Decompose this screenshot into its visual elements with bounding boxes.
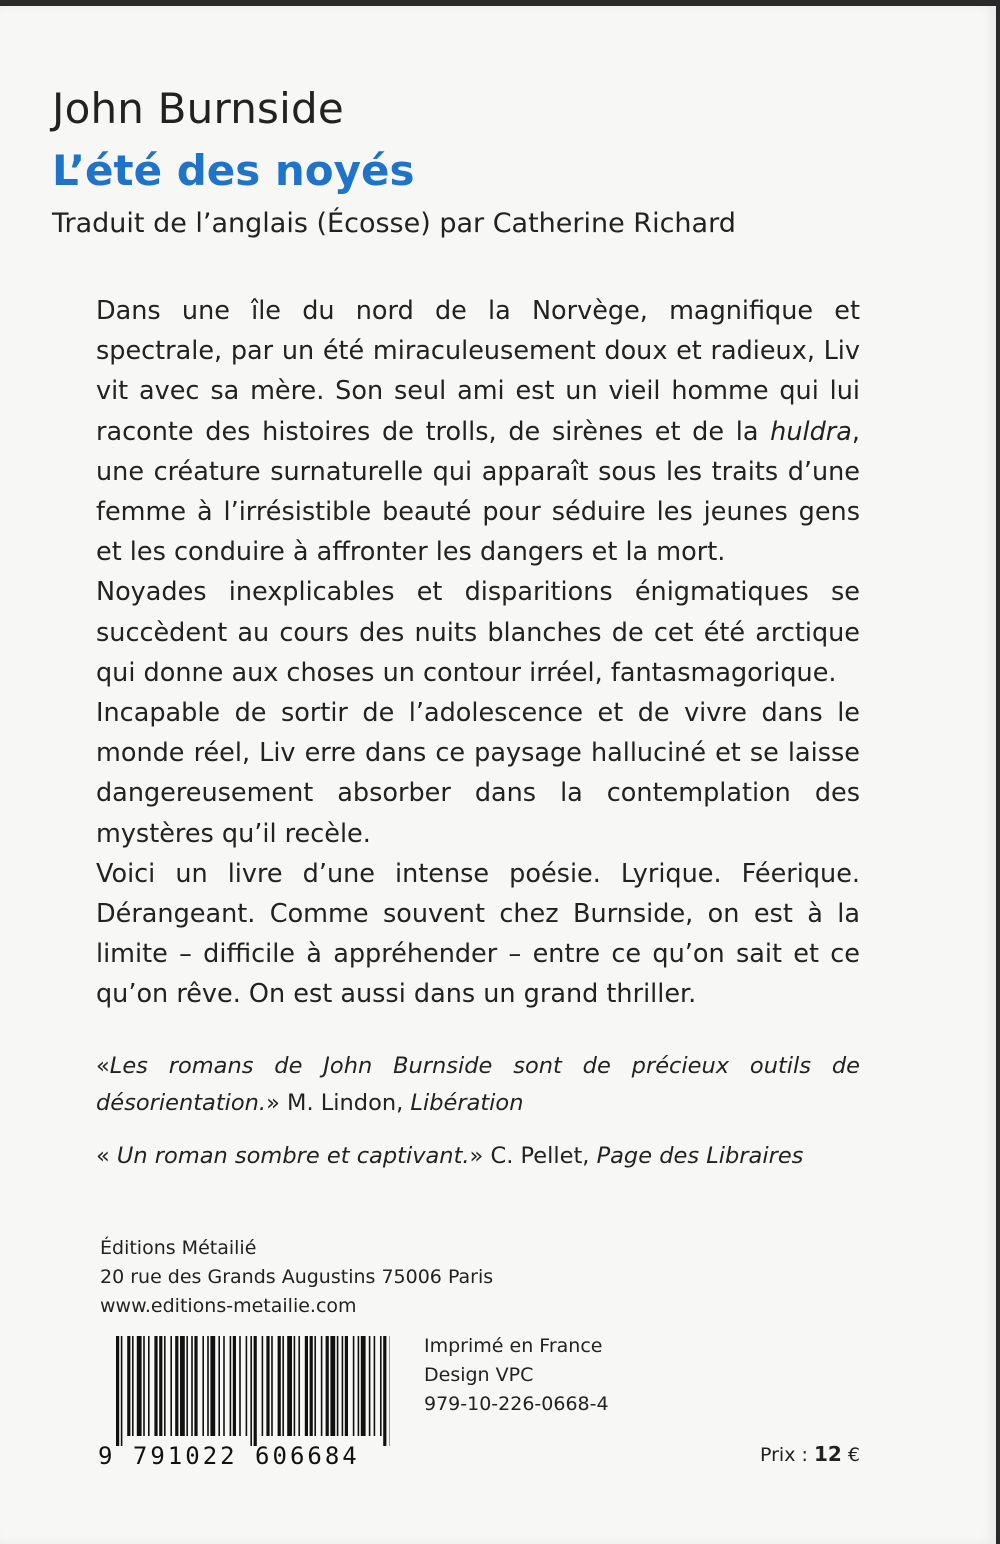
barcode-bar xyxy=(310,1336,313,1436)
blurb-paragraph-1: Dans une île du nord de la Norvège, magnifique et spectrale, par un été miraculeusement doux et radieux, Liv vit avec sa mère. Son seul ami est un vieil homme qui lui raconte des histoires de trolls, de sirènes et de la huldra, une créature surnaturelle qui apparaît sous les traits d’une femme à l’irrésistible beauté pour séduire les jeunes gens et les conduire à affronter les dangers et la mort. xyxy=(96,296,860,568)
barcode-bar xyxy=(383,1336,386,1446)
barcode-bar xyxy=(233,1336,236,1436)
blurb-paragraph-2: Noyades inexplicables et disparitions énigmatiques se succèdent au cours des nuits blanches de cet été arctique qui donne aux choses un contour irréel, fantasmagorique. xyxy=(96,577,860,688)
barcode-bar xyxy=(180,1336,185,1436)
blurb-paragraph-4: Voici un livre d’une intense poésie. Lyrique. Féerique. Dérangeant. Comme souvent chez Burnside, on est à la limite – difficile à appréhender – entre ce qu’on sait et ce qu’on rêve. On est aussi dans un grand thriller. xyxy=(96,858,860,1010)
barcode-bar xyxy=(342,1336,344,1436)
barcode-bar xyxy=(298,1336,300,1436)
barcode-bar xyxy=(148,1336,150,1436)
price: Prix : 12 € xyxy=(760,1442,860,1466)
barcode-bar xyxy=(202,1336,204,1436)
barcode-number: 9 791022 606684 xyxy=(98,1442,360,1470)
barcode-bar xyxy=(154,1336,157,1436)
press-quote-1: «Les romans de John Burnside sont de précieux outils de désorientation.» M. Lindon, Libération xyxy=(96,1053,860,1116)
barcode-bar xyxy=(361,1336,366,1436)
barcode-bar xyxy=(369,1336,371,1436)
barcode-bar xyxy=(164,1336,166,1436)
barcode-bar xyxy=(282,1336,284,1436)
barcode-bar xyxy=(116,1336,119,1446)
blurb-paragraph-3: Incapable de sortir de l’adolescence et de vivre dans le monde réel, Liv erre dans ce paysage halluciné et se laisse dangereusement absorber dans la contemplation des mystères qu’il recèle. xyxy=(96,698,860,849)
publisher-website: www.editions-metailie.com xyxy=(100,1295,357,1317)
author-name: John Burnside xyxy=(52,84,344,133)
barcode-bar xyxy=(326,1336,329,1436)
barcode-bar xyxy=(210,1336,215,1436)
barcode-bar xyxy=(194,1336,197,1436)
printed-in: Imprimé en France xyxy=(424,1335,603,1357)
barcode-bar xyxy=(127,1336,130,1436)
design-credit: Design VPC xyxy=(424,1364,534,1386)
barcode-bar xyxy=(345,1336,348,1436)
print-info xyxy=(424,1332,609,1419)
barcode-bar xyxy=(266,1336,269,1436)
barcode-bar xyxy=(121,1336,123,1446)
barcode-bar xyxy=(353,1336,355,1436)
publisher-address: 20 rue des Grands Augustins 75006 Paris xyxy=(100,1266,494,1288)
barcode-bar xyxy=(254,1336,257,1446)
barcode-bar xyxy=(358,1336,360,1436)
barcode-bar xyxy=(223,1336,225,1436)
barcode-bar xyxy=(294,1336,296,1436)
blurb xyxy=(96,291,860,1015)
barcode-bar xyxy=(314,1336,316,1436)
publisher-block xyxy=(100,1234,493,1321)
barcode-bar xyxy=(374,1336,376,1436)
barcode-bar xyxy=(170,1336,172,1436)
barcode-bar xyxy=(246,1336,248,1436)
barcode-bar xyxy=(380,1336,382,1436)
barcode-bar xyxy=(186,1336,188,1436)
barcode-bar xyxy=(230,1336,232,1436)
barcode-bar xyxy=(287,1336,292,1436)
barcode-bar xyxy=(337,1336,339,1436)
barcode xyxy=(116,1336,390,1446)
translation-credit: Traduit de l’anglais (Écosse) par Catherine Richard xyxy=(52,208,736,239)
barcode-bar xyxy=(278,1336,281,1436)
press-quote-2: « Un roman sombre et captivant.» C. Pellet, Page des Libraires xyxy=(96,1143,804,1169)
barcode-bar xyxy=(159,1336,162,1436)
barcode-bar xyxy=(191,1336,193,1436)
barcode-bar xyxy=(207,1336,209,1436)
barcode-bar xyxy=(218,1336,220,1436)
publisher-name: Éditions Métailié xyxy=(100,1237,257,1259)
barcode-bar xyxy=(321,1336,323,1436)
book-title: L’été des noyés xyxy=(52,146,415,195)
barcode-bar xyxy=(137,1336,142,1436)
book-back-cover xyxy=(0,6,996,1544)
barcode-bar xyxy=(271,1336,273,1436)
isbn: 979-10-226-0668-4 xyxy=(424,1393,609,1415)
barcode-bar xyxy=(330,1336,335,1436)
barcode-bar xyxy=(305,1336,308,1436)
barcode-bar xyxy=(239,1336,241,1436)
barcode-bar xyxy=(250,1336,252,1446)
barcode-bar xyxy=(262,1336,264,1436)
barcode-bar xyxy=(143,1336,145,1436)
barcode-bar xyxy=(132,1336,134,1436)
press-quotes xyxy=(96,1048,860,1191)
barcode-bar xyxy=(175,1336,178,1436)
